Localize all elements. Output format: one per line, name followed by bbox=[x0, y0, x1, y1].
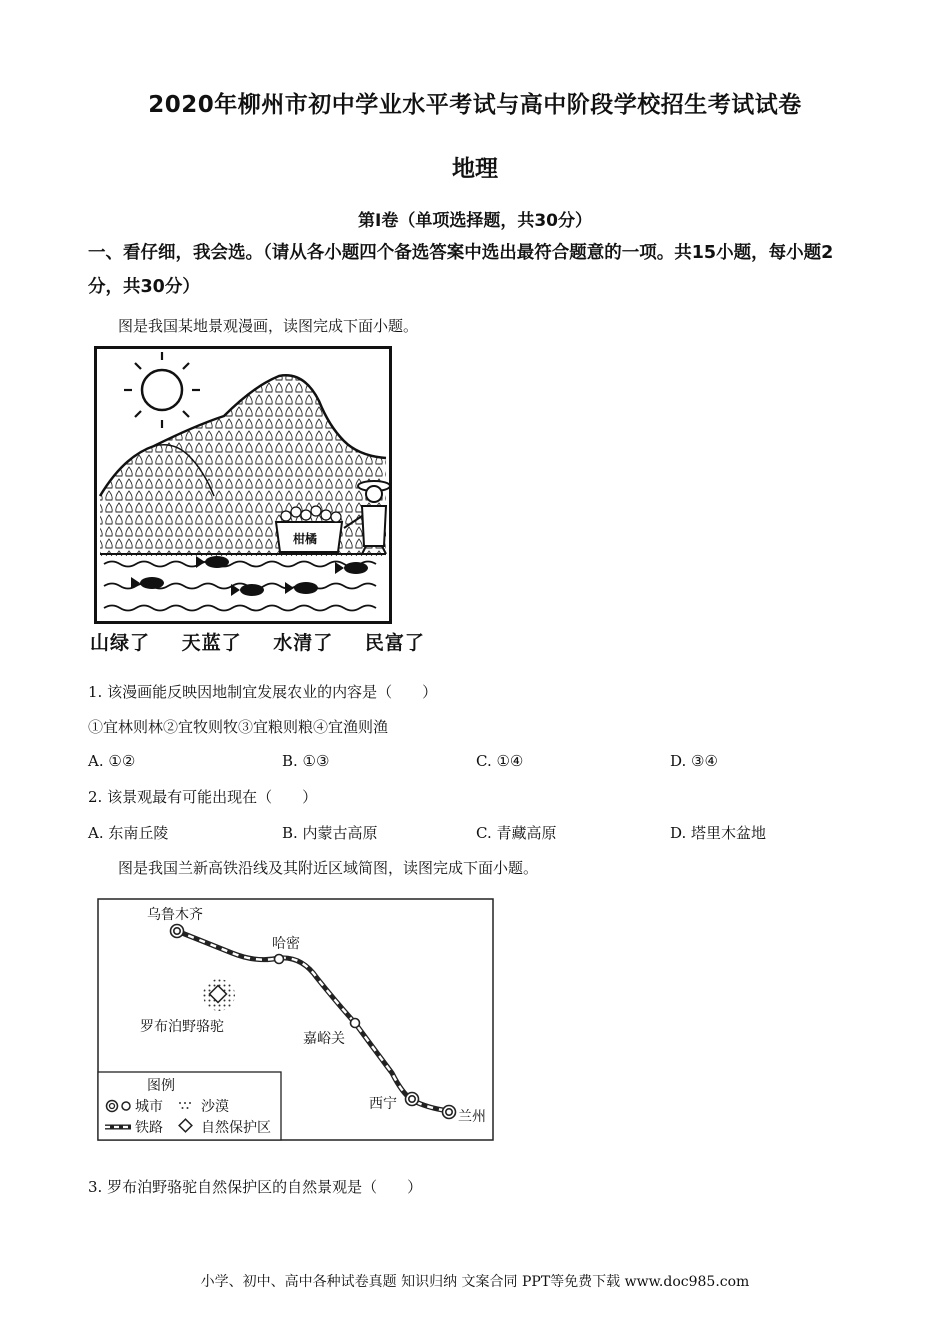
city-xining: 西宁 bbox=[369, 1096, 397, 1112]
q1-stem: 1. 该漫画能反映因地制宜发展农业的内容是（ ） bbox=[88, 683, 438, 701]
subject-title: 地理 bbox=[452, 156, 498, 182]
landscape-cartoon bbox=[94, 346, 392, 624]
page-footer: 小学、初中、高中各种试卷真题 知识归纳 文案合同 PPT等免费下载 www.doc985.com bbox=[200, 1274, 750, 1290]
legend-title: 图例 bbox=[147, 1078, 175, 1094]
caption-water: 水清了 bbox=[273, 632, 334, 654]
q3-stem: 3. 罗布泊野骆驼自然保护区的自然景观是（ ） bbox=[88, 1178, 423, 1196]
q2-stem: 2. 该景观最有可能出现在（ ） bbox=[88, 788, 318, 806]
intro-text-2: 图是我国兰新高铁沿线及其附近区域简图，读图完成下面小题。 bbox=[118, 859, 539, 877]
legend-railway: 铁路 bbox=[135, 1120, 163, 1136]
q2-option-c[interactable]: C. 青藏高原 bbox=[476, 824, 557, 842]
part-title: 第Ⅰ卷（单项选择题，共30分） bbox=[358, 211, 592, 231]
map-legend bbox=[98, 1072, 281, 1140]
caption-mountain: 山绿了 bbox=[90, 632, 151, 654]
basket-label: 柑橘 bbox=[293, 532, 318, 546]
legend-reserve: 自然保护区 bbox=[201, 1120, 271, 1136]
city-lanzhou: 兰州 bbox=[458, 1109, 486, 1125]
cartoon-captions bbox=[90, 628, 449, 655]
q1-option-a[interactable]: A. ①② bbox=[88, 752, 136, 770]
railway-map bbox=[97, 898, 494, 1141]
legend-desert: 沙漠 bbox=[201, 1099, 229, 1115]
city-jiayuguan: 嘉峪关 bbox=[303, 1031, 345, 1047]
exam-title: 2020年柳州市初中学业水平考试与高中阶段学校招生考试试卷 bbox=[148, 92, 802, 118]
reserve-label: 罗布泊野骆驼 bbox=[140, 1019, 224, 1035]
caption-sky: 天蓝了 bbox=[181, 632, 242, 654]
q2-option-a[interactable]: A. 东南丘陵 bbox=[88, 824, 169, 842]
q2-option-d[interactable]: D. 塔里木盆地 bbox=[670, 824, 767, 842]
caption-people: 民富了 bbox=[364, 632, 425, 654]
q1-option-d[interactable]: D. ③④ bbox=[670, 752, 718, 770]
q2-option-b[interactable]: B. 内蒙古高原 bbox=[282, 824, 378, 842]
section-heading: 一、看仔细，我会选。（请从各小题四个备选答案中选出最符合题意的一项。共15小题，每小题2分，共30分） bbox=[88, 243, 834, 297]
q1-items: ①宜林则林②宜牧则牧③宜粮则粮④宜渔则渔 bbox=[88, 718, 389, 736]
q1-option-b[interactable]: B. ①③ bbox=[282, 752, 330, 770]
intro-text-1: 图是我国某地景观漫画，读图完成下面小题。 bbox=[118, 317, 419, 335]
city-urumqi: 乌鲁木齐 bbox=[147, 907, 203, 923]
legend-city: 城市 bbox=[135, 1099, 163, 1115]
q1-option-c[interactable]: C. ①④ bbox=[476, 752, 524, 770]
city-hami: 哈密 bbox=[272, 936, 300, 952]
